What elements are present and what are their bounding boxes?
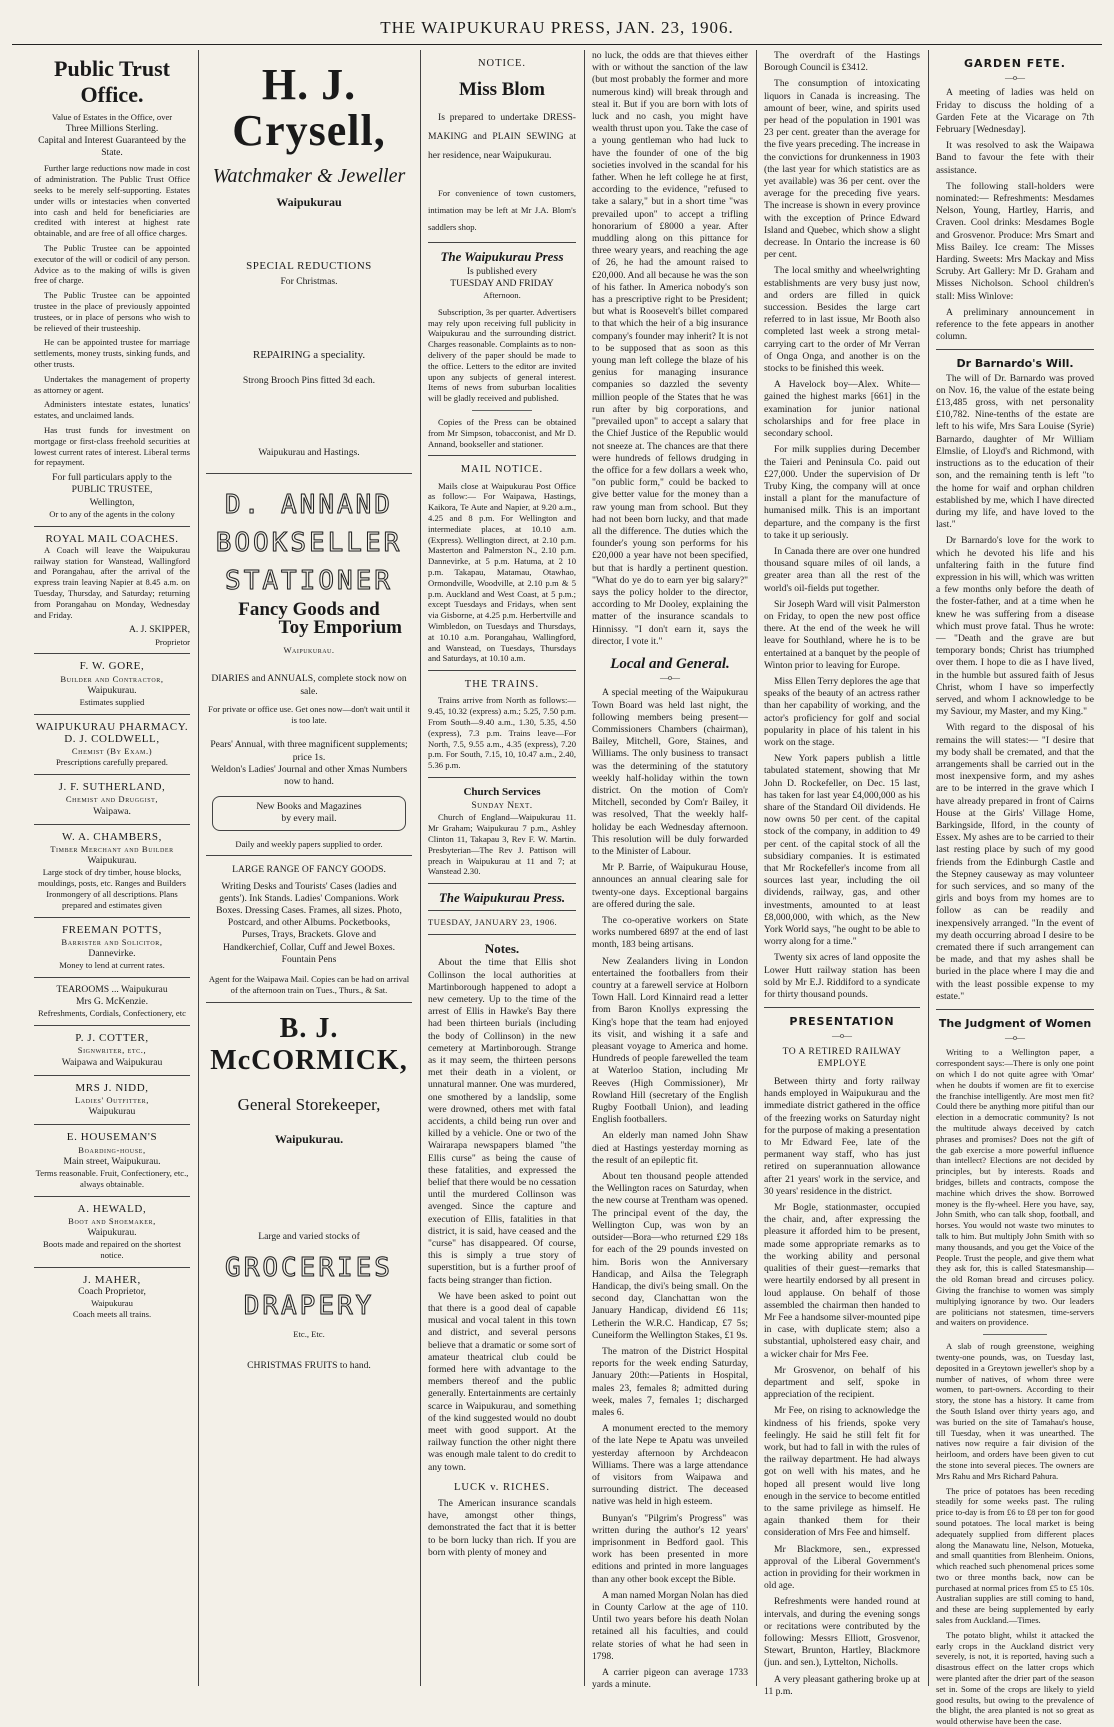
- ad-trade: Builder and Contractor,: [60, 673, 164, 684]
- divider: [936, 1009, 1094, 1010]
- ornament: —o—: [660, 673, 680, 683]
- presentation-paragraph: Refreshments were handed round at intervals, and during the evening songs or recitations were contributed by the following: Messrs Elliott, Grosvenor, Stewart, Brunton, Hartley, Blackmore (jun. and sen.), Lyttelton, Nicholls.: [764, 1596, 920, 1669]
- mccormick-town: Waipukurau.: [274, 1131, 344, 1146]
- annand-private: For private or office use. Get ones now—don't wait until it is too late.: [208, 703, 410, 725]
- ad-trade: Barrister and Solicitor,: [61, 936, 163, 947]
- annand-pears: Pears' Annual, with three magnificent supplements; price 1s.: [210, 739, 408, 763]
- church-sub: Sunday Next.: [471, 800, 533, 812]
- divider: [34, 977, 190, 978]
- ad-block: [34, 924, 190, 971]
- church-body: Church of England—Waipukurau 11. Mr Graham; Waipukurau 7 p.m., Ashley Clinton 11, Takapau 3, Rev F. W. Martin. Presbyterian—The Rev J. Pattison will preach in Waipukurau at 11 and 7; at Wanstead 2.30.: [428, 812, 576, 877]
- column-rule: [928, 50, 929, 1686]
- fete-paragraph: The following stall-holders were nominated:— Refreshments: Mesdames Nelson, Young, Hartley, Harris, and Craven. Cool drinks: Mesdames Bogle and Grosvenor. Produce: Mrs Smart and Miss Bailey. Ice cream: The Misses Harding. Sweets: Mrs Mackay and Miss Scruby. Art Gallery: Mr D. Graham and Misses Nicholson. School children's stall: Miss Winlove:: [936, 180, 1094, 302]
- press-days: TUESDAY AND FRIDAY: [450, 277, 554, 289]
- press-title-2: The Waipukurau Press.: [438, 890, 566, 906]
- column-2: [200, 50, 418, 1686]
- miss-blom-body: Is prepared to undertake DRESS-MAKING and PLAIN SEWING at her residence, near Waipukurau.: [428, 112, 576, 162]
- divider: [34, 1124, 190, 1125]
- ad-town: Waipukurau.: [87, 684, 137, 696]
- ad-name: A. HEWALD,: [77, 1202, 147, 1215]
- presentation-sub: TO A RETIRED RAILWAY EMPLOYE: [782, 1045, 902, 1069]
- press-terms: Subscription, 3s per quarter. Advertisers may rely upon receiving full publicity in Waipukurau and the surrounding district. Charges reasonable. Complaints as to non-delivery of the paper should be made to the office. Letters to the editor are invited upon any subjects of general interest. Items of news from suburban localities will be gladly received and published.: [428, 306, 576, 404]
- trains-body: Trains arrive from North as follows:— 9.45, 10.32 (express) a.m.; 5.25, 7.50 p.m. From South—9.40 a.m., 1.30, 5.35, 4.50 (express), 7.3 p.m. Trains leave—For North, 7.5, 9.55 a.m., 4.35 (express), 7.20 p.m. For South, 7.15, 10, 10.47 a.m., 2.40, 5.36 p.m.: [428, 695, 576, 771]
- divider: [206, 1002, 412, 1003]
- local-paragraph: The local smithy and wheelwrighting establishments are very busy just now, and orders are filled in quick succession. Besides the large cart referred to in last issue, Mr Booth also completed last week a strong metal-carrying cart to the order of Mr Verran of Onga Onga, and another is on the stocks to be finished this week.: [764, 265, 920, 375]
- mccormick-stocks: Large and varied stocks of: [258, 1231, 360, 1243]
- mail-body: Mails close at Waipukurau Post Office as follow:— For Waipawa, Hastings, Kaikora, Te Aute and Napier, at 9.20 a.m., 4.25 and 8 p.m. For Wellington and intermediate places, at 10.10 a.m. (Express). Wellington direct, at 2.10 p.m. Masterton and Palmerston N., 2.10 p.m. Dannevirke, at 5 p.m. Hatuma, at 2 10 p.m. Takapau, Matamau, Otawhao, Ormondville, Woodville, at 2.10 p.m & 5 p.m. Auckland and West Coast, at 5 p.m.; except Tuesdays and Fridays, when sent via Gisborne, at 4.25 p.m. Herbertville and Wimbledon, on Tuesdays and Thursdays, at 10.10 a.m. Porangahau, Wallingford, and Wanstead, on Tuesdays, Thursdays and Saturdays, at 10.10 a.m.: [428, 480, 576, 664]
- notice-heading: NOTICE.: [477, 58, 527, 69]
- divider: [428, 670, 576, 671]
- ornament: —o—: [832, 1031, 852, 1041]
- annand-box: [212, 796, 406, 830]
- judgment-paragraph: The price of potatoes has been receding steadily for some weeks past. The ruling price to-day is from £6 to £8 per ton for good sound potatoes. The local market is being adequately supplied from different places along the Manawatu line, Nelson, Motueka, and small quantities from Blenheim. Onions, which reached such phenomenal prices some two or three months back, now can be purchased at normal prices from £5 to £5 10s. Australian supplies are still coming to hand, and these are being supplemented by early sales from Auckland.—Times.: [936, 1485, 1094, 1626]
- ad-block: [34, 781, 190, 818]
- press-pub: Is published every: [466, 265, 538, 277]
- column-rule: [756, 50, 757, 1686]
- local-paragraph: Twenty six acres of land opposite the Lower Hutt railway station has been sold by Mr E.J. Riddiford to a syndicate for thirty thousand pounds.: [764, 952, 920, 1001]
- divider: [936, 349, 1094, 350]
- ad-trade: Boot and Shoemaker,: [68, 1215, 156, 1226]
- ad-block: [34, 660, 190, 707]
- annand-fancy: Fancy Goods and: [238, 599, 380, 621]
- ad-trade: D. J. COLDWELL,: [64, 732, 160, 745]
- divider: [34, 714, 190, 715]
- mccormick-trade: General Storekeeper,: [237, 1094, 381, 1114]
- public-trust-body: Further large reductions now made in cost of administration. The Public Trust Office seeks to be merely self-supporting. Estates under wills or intestacies when converted into cash and held for beneficiaries are credited with interest at highest rate obtainable, and are free of all office charges.: [34, 163, 190, 239]
- column-6: [930, 50, 1100, 1727]
- ad-name: E. HOUSEMAN'S: [66, 1131, 158, 1144]
- presentation-paragraph: A very pleasant gathering broke up at 11 p.m.: [764, 1673, 920, 1697]
- fete-paragraph: A meeting of ladies was held on Friday to discuss the holding of a Garden Fete at the Vicarage on 7th February [Wednesday].: [936, 87, 1094, 136]
- ad-block: [34, 984, 190, 1019]
- fete-paragraph: It was resolved to ask the Waipawa Band to favour the fete with their assistance.: [936, 140, 1094, 176]
- ad-trade: Boarding-house,: [78, 1144, 146, 1155]
- ad-name: F. W. GORE,: [79, 660, 145, 673]
- ad-town: Waipawa.: [93, 805, 131, 817]
- presentation-paragraph: Mr Bogle, stationmaster, occupied the chair, and, after expressing the pleasure it afforded him to be present, made some appropriate remarks as to the working ability and personal qualities of their guest—remarks that were heartily endorsed by all present in loud applause. On behalf of those assembled the chairman then handed to Mr Fee a handsome silver-mounted pipe in case, with duplicate stem; also a substantial, upholstered easy chair, and a wicker chair for Mrs Fee.: [764, 1202, 920, 1360]
- ad-town: Waipukurau.: [87, 855, 137, 867]
- public-trust-item: He can be appointed trustee for marriage settlements, money trusts, sinking funds, and other trusts.: [34, 337, 190, 369]
- crysell-repair: REPAIRING a speciality.: [252, 348, 366, 361]
- divider: [34, 1025, 190, 1026]
- ad-block: [34, 1082, 190, 1119]
- local-paragraph: The overdraft of the Hastings Borough Council is £3412.: [764, 50, 920, 74]
- miss-blom-conv: For convenience of town customers, intimation may be left at Mr J.A. Blom's saddlers shop.: [428, 188, 576, 233]
- notes-heading: Notes.: [484, 941, 520, 957]
- barnardo-paragraph: With regard to the disposal of his remains the will states:— "I desire that my body shall be cremated, and that the arrangements shall be carried out in the most inexpensive form, and my ashes are to be interred in the grave which I have already prepared in front of Cairns House at the Girls' Village Home, Barkingside, Ilford, in the county of Essex. My ashes are to be carried to their last resting place by such of my good friends from the Edinburgh Castle and the Stepney causeway as may volunteer for such services, and so many of the girls and boys from my homes are to follow as can be readily and inexpensively arranged. "In the event of my death occurring abroad I desire to be cremated there if such arrangement can be made, and that my ashes shall be buried in the place where I may die and with the least possible expense to my estate.": [936, 722, 1094, 1002]
- public-trust-footer: For full particulars apply to the: [52, 472, 172, 484]
- public-trust-item: Has trust funds for investment on mortgage or first-class freehold securities at lowest current rates of interest. Liberal terms for repayment.: [34, 424, 190, 468]
- ad-town: Chemist (By Exam.): [71, 746, 153, 757]
- divider: [428, 455, 576, 456]
- ad-name: W. A. CHAMBERS,: [62, 830, 162, 843]
- ad-block: [34, 1203, 190, 1261]
- ad-town: Waipukurau: [91, 1298, 133, 1309]
- ad-block: [34, 1131, 190, 1189]
- column-rule: [584, 50, 585, 1686]
- local-paragraph: A man named Morgan Nolan has died in County Carlow at the age of 110. Until two years before his death Nolan retained all his faculties, and could relate stories of what he had seen in 1798.: [592, 1589, 748, 1662]
- barnardo-paragraph: The will of Dr. Barnardo was proved on Nov. 16, the value of the estate being £13,485 gross, with net personality £10,782. Nine-tenths of the estate are left to his wife, Mrs Sara Louise (Syrie) Barnardo, daughter of Mr William Elmslie, of Lloyd's and Richmond, with instructions as to the education of their son, and the remaining tenth is left "to the home for waif and orphan children established by me, which I have directed during my life, and have loved to the last.": [936, 372, 1094, 531]
- ad-block: [34, 831, 190, 911]
- divider: [764, 1007, 920, 1008]
- mccormick-etc: Etc., Etc.: [293, 1329, 325, 1340]
- divider: [428, 883, 576, 884]
- ad-note: Refreshments, Cordials, Confectionery, etc: [38, 1008, 186, 1019]
- divider: [206, 473, 412, 474]
- local-paragraph: A special meeting of the Waipukurau Town Board was held last night, the following members being present—Commissioners Chambers (chairman), Bailey, Mitchell, Gore, Staines, and Williams. The only business to transact was the determining of the statutory weekly half-holiday within the town district. On the motion of Com'r Mitchell, seconded by Com'r Bailey, it was resolved, That the weekly half-holiday be each Wednesday afternoon. This resolution will be duly forwarded to the Minister of Labour.: [592, 687, 748, 857]
- public-trust-item: Administers intestate estates, lunatics' estates, and unclaimed lands.: [34, 399, 190, 421]
- divider: [34, 1075, 190, 1076]
- ad-note: Coach meets all trains.: [72, 1308, 152, 1319]
- column-4: [586, 50, 754, 1691]
- mail-heading: MAIL NOTICE.: [460, 464, 544, 476]
- barnardo-heading: Dr Barnardo's Will.: [956, 357, 1074, 371]
- annand-stationer: STATIONER: [225, 566, 393, 597]
- ad-trade: Timber Merchant and Builder: [50, 843, 174, 854]
- press-copies: Copies of the Press can be obtained from Mr Simpson, tobacconist, and Mr D. Annand, bookseller and stationer.: [428, 416, 576, 449]
- local-paragraph: New York papers publish a little tabulated statement, showing that Mr John D. Rockefeller, on Dec. 15 last, has taken for last year £4,000,000 as his share of the Standard Oil dividends. He now owns 50 per cent. of the capital stock of the company, in addition to 49 per cent. of the capital stock of all the subsidiary companies. It is estimated that Mr Rockefeller's income from all sources last year, including the oil dividends, railway, gas, and other investments, amounted to at least £8,000,000, with which, as the New York World says, "he ought to be able to worry along for a time.": [764, 753, 920, 948]
- ad-block: [34, 721, 190, 768]
- ad-note: Estimates supplied: [79, 696, 145, 707]
- church-heading: Church Services: [463, 785, 541, 798]
- public-trust-title: Public Trust Office.: [54, 56, 170, 107]
- ad-town: Waipawa and Waipukurau: [61, 1056, 163, 1068]
- mccormick-name: B. J. McCORMICK,: [210, 1012, 408, 1076]
- local-general-heading: Local and General.: [610, 655, 730, 672]
- public-trust-footer: PUBLIC TRUSTEE,: [71, 484, 153, 496]
- local-paragraph: The co-operative workers on State works numbered 6897 at the end of last month, 183 being artisans.: [592, 915, 748, 951]
- presentation-paragraph: Mr Fee, on rising to acknowledge the kindness of his friends, spoke very feelingly. He said he still felt fit for work, but had to fall in with the rules of the railway department. He had always got on well with his mates, and he hoped all present would live long enough in the service to become entitled to the same privilege as himself. He again thanked them for their consideration of Mrs Fee and himself.: [764, 1405, 920, 1539]
- ad-block: [34, 1032, 190, 1069]
- divider: [34, 1196, 190, 1197]
- annand-toy: Toy Emporium: [278, 617, 402, 639]
- local-paragraph: An elderly man named John Shaw died at Hastings yesterday morning as the result of an epileptic fit.: [592, 1130, 748, 1166]
- garden-fete-heading: GARDEN FETE.: [964, 57, 1066, 70]
- public-trust-item: The Public Trustee can be appointed executor of the will or codicil of any person. Advice as to the making of wills is given free of charge.: [34, 242, 190, 286]
- ad-trade: Signwriter, etc.,: [77, 1045, 147, 1056]
- annand-box-line: by every mail.: [281, 813, 337, 825]
- ad-name: WAIPUKURAU PHARMACY.: [35, 720, 189, 733]
- crysell-town: Waipukurau: [276, 195, 342, 209]
- ad-town: Main street, Waipukurau.: [63, 1155, 161, 1167]
- royal-mail-title: ROYAL MAIL COACHES.: [45, 532, 179, 545]
- divider: [983, 1334, 1046, 1335]
- divider: [428, 910, 576, 911]
- public-trust-item: Undertakes the management of property as attorney or agent.: [34, 373, 190, 395]
- mccormick-groceries: GROCERIES: [225, 1253, 393, 1284]
- divider: [428, 777, 576, 778]
- press-aft: Afternoon.: [483, 290, 521, 301]
- local-paragraph: Mr P. Barrie, of Waipukurau House, announces an annual clearing sale for twenty-one days. Exceptional bargains are offered during the sale.: [592, 862, 748, 910]
- divider: [34, 824, 190, 825]
- divider: [34, 653, 190, 654]
- column-rule: [198, 50, 199, 1686]
- divider: [206, 855, 412, 856]
- public-trust-lead: Value of Estates in the Office, over: [51, 112, 173, 122]
- presentation-paragraph: Mr Blackmore, sen., expressed approval of the Liberal Government's action in providing for their workmen in old age.: [764, 1543, 920, 1592]
- miss-blom-heading: Miss Blom: [458, 79, 546, 101]
- column-rule: [420, 50, 421, 1686]
- divider: [428, 934, 576, 935]
- annand-bookseller: BOOKSELLER: [215, 528, 403, 559]
- public-trust-footer: Or to any of the agents in the colony: [49, 508, 175, 519]
- ad-note: Prescriptions carefully prepared.: [56, 757, 168, 768]
- crysell-name: H. J. Crysell,: [232, 60, 386, 155]
- trains-heading: THE TRAINS.: [464, 679, 540, 691]
- annand-list: Writing Desks and Tourists' Cases (ladies and gents'). Ink Stands. Ladies' Companions. Work Boxes. Dressing Cases. Frames, all sizes. Photo, Postcard, and other Albums. Pocketbooks, Purses, Trays, Brackets. Glove and Handkerchief, Collar, Cuff and Jewel Boxes. Fountain Pens: [216, 880, 402, 965]
- judgment-paragraph: A slab of rough greenstone, weighing twenty-one pounds, was, on Tuesday last, deposited in a Greytown jeweller's shop by a number of natives, of whom three were women, to part-owners. According to their story, the stone has a history. It came from the South Island over thirty years ago, and was buried on the site of Tamahau's house, till Tuesday, when it was unearthed. The natives now require a fair division of the heirloom, and orders have been given to cut the stone into several pieces. The owners are Mrs Rahu and Mrs Richard Pahura.: [936, 1341, 1094, 1481]
- local-paragraph: A carrier pigeon can average 1733 yards a minute.: [592, 1667, 748, 1691]
- crysell-for: For Christmas.: [280, 276, 338, 288]
- annand-box-line: New Books and Magazines: [256, 801, 362, 813]
- masthead-rule: [12, 44, 1102, 45]
- crysell-brooch: Strong Brooch Pins fitted 3d each.: [242, 374, 376, 386]
- press-date: TUESDAY, JANUARY 23, 1906.: [428, 917, 558, 928]
- luck-paragraph: The American insurance scandals have, amongst other things, demonstrated the fact that it is better to be born lucky than rich. If you are born with plenty of money and: [428, 1498, 576, 1558]
- barnardo-paragraph: Dr Barnardo's love for the work to which he devoted his life and his unfaltering faith in the future find expression in his will, which was written a few months only before the death of the foster-father, and at a time when he knew he was suffering from a disease which must prove fatal. Thus he wrote:— "Death and the grave are but temporary bonds; Christ has triumphed over them. I hope to die as I have lived, in the humble but assured faith of Jesus Christ, whom I have so imperfectly served, and whom I acknowledge to be my Saviour, my Master, and my King.": [936, 535, 1094, 718]
- annand-agent: Agent for the Waipawa Mail. Copies can be had on arrival of the afternoon train on Tues., Thurs., & Sat.: [208, 974, 410, 995]
- judgment-heading: The Judgment of Women: [938, 1017, 1092, 1031]
- annand-weldon: Weldon's Ladies' Journal and other Xmas Numbers now to hand.: [210, 763, 408, 788]
- ornament: —o—: [1005, 1033, 1025, 1043]
- annand-name: D. ANNAND: [225, 490, 393, 521]
- ad-block: [34, 1274, 190, 1320]
- local-paragraph: The consumption of intoxicating liquors in Canada is increasing. The amount of beer, wine, and spirits used per head of the population in 1901 was 23 per cent. greater than the average for the five years preceding. The increase in the convictions for drunkenness in 1903 (the last year for which statistics are as yet available) was 36 per cent. over the average for the preceding five years. The increase is shown in every province with the exception of Prince Edward Island and Quebec, which show a slight decrease. In Ontario the increase is 60 per cent.: [764, 78, 920, 261]
- press-title: The Waipukurau Press: [440, 249, 564, 265]
- presentation-paragraph: Mr Grosvenor, on behalf of his department and self, spoke in appreciation of the recipient.: [764, 1364, 920, 1401]
- ad-name: P. J. COTTER,: [75, 1032, 149, 1045]
- local-paragraph: Bunyan's "Pilgrim's Progress" was written during the author's 12 years' imprisonment in Bedford gaol. This work has been presented in more editions and printed in more languages than any other book except the Bible.: [592, 1512, 748, 1585]
- masthead: THE WAIPUKURAU PRESS, JAN. 23, 1906.: [380, 18, 734, 37]
- mccormick-drapery: DRAPERY: [243, 1291, 375, 1322]
- local-paragraph: About ten thousand people attended the Wellington races on Saturday, when the new course at Trentham was opened. The principal event of the day, the Wellington Cup, was won by an outsider—Bora—who returned £29 18s for each of the 29 pounds invested on him. Boris won the Anniversary Handicap, and Ailsa the Telegraph Handicap, the divi's being small. On the second day, Clanchattan won the January Handicap, dividend £6 11s; Letherin the W.R.C. Handicap, £7 5s; Cuneiform the Wellington Stakes, £1 9s.: [592, 1171, 748, 1341]
- ad-town: Mrs G. McKenzie.: [76, 996, 148, 1008]
- presentation-paragraph: Between thirty and forty railway hands employed in Waipukurau and the immediate district gathered in the office of the freezing works on Saturday night for the purpose of making a presentation to Mr Edward Fee, late of the permanent way staff, who has just retired on superannuation allowance after 21 years' work in the service, and 30 years' residence in the district.: [764, 1076, 920, 1197]
- local-paragraph: New Zealanders living in London entertained the footballers from their country at a farewell service at Holborn Town Hall. Lord Kinnaird read a letter from Baron Knollys expressing the King's hope that the team had enjoyed its visit, and wishing it a safe and pleasant voyage to America and home. Hundreds of people farewelled the team at Waterloo Station, including Mr Reeves (High Commissioner), Mr Rowland Hill (secretary of the English Rugby Football Union), and leading English footballers.: [592, 955, 748, 1126]
- ad-town: Waipukurau.: [87, 1226, 137, 1238]
- divider: [428, 242, 576, 243]
- ad-name: J. MAHER,: [83, 1273, 141, 1286]
- ornament: —o—: [1005, 73, 1025, 83]
- luck-continued: no luck, the odds are that thieves either with or without the sanction of the law (but most probably the former and more numerous kind) will break through and steal it. But if you are born with lots of luck and no cash, you might have wealth thrust upon you. Take the case of a young gentleman who had luck to have the founder of one of the big societies involved in the scandal for his father. When he left college he at first, according to the evidence, "refused to take a salary," but in a short time "was prevailed upon" to accept a trifling honorarium of £8000 a year. After muddling along on this pittance for three weary years, and reaching the age of 26, he had the amount raised to £20,000. And all because he was the son of his father. In America nobody's son has a prescriptive right to be President; but what is Roosevelt's billet compared to that which the heir of a big insurance company's founder may inherit? It is not to be supposed that as soon as this young man left college the blaze of his genius for managing insurance companies so dazzled the seventy million people of the States that he was run after by big corporations, and "prevailed upon" to accept a salary that the Chief Justice of the Republic would not sneeze at. The chances are that there were hundreds of fellows drudging in the office for a few dollars a week who, "on public form," could be backed to give better value for the money than a raw young man from school. But they had not been born lucky, and that made all the difference. The duties which the founder's young son performs for his £20,000 a year have not been specified, but that is hardly a pertinent question. "What do ye do to earn yer big salary?" says the policy holder to the director, according to Mr Dooley, explaining the matter of the insurance scandals to Hinnissy. "I don't earn it, says the director, I vote it.": [592, 50, 748, 647]
- crysell-special: SPECIAL REDUCTIONS: [246, 260, 372, 273]
- ad-trade: Ladies' Outfitter,: [74, 1094, 150, 1105]
- local-paragraph: A Havelock boy—Alex. White—gained the highest marks [661] in the examination for junior national scholarships and for free place in secondary school.: [764, 379, 920, 440]
- public-trust-lead: Three Millions Sterling.: [65, 122, 159, 134]
- ad-name: J. F. SUTHERLAND,: [58, 781, 166, 794]
- luck-heading: LUCK v. RICHES.: [454, 1481, 550, 1493]
- ad-trade: Chemist and Druggist,: [65, 794, 159, 805]
- royal-mail-role: Proprietor: [155, 636, 190, 647]
- royal-mail-body: A Coach will leave the Waipukurau railway station for Wanstead, Wallingford and Porangahau, after the arrival of the express train leaving Napier at 8.45 a.m. on Tuesday, Thursday, and Saturday; returning from Porangahau on Monday, Wednesday and Friday.: [34, 544, 190, 620]
- fete-paragraph: A preliminary announcement in reference to the fete appears in another column.: [936, 306, 1094, 343]
- divider: [34, 774, 190, 775]
- annand-town: Waipukurau.: [283, 644, 335, 655]
- ad-note: Money to lend at current rates.: [59, 960, 165, 971]
- ad-note: Boots made and repaired on the shortest notice.: [43, 1239, 181, 1260]
- ad-name: TEAROOMS ... Waipukurau: [56, 983, 168, 995]
- royal-mail-sign: A. J. SKIPPER,: [128, 624, 190, 636]
- public-trust-lead: Capital and Interest Guaranteed by the State.: [38, 135, 186, 159]
- local-paragraph: In Canada there are over one hundred thousand square miles of oil lands, a greater area than all the rest of the world's oil-fields put together.: [764, 545, 920, 594]
- crysell-trade: Watchmaker & Jeweller: [212, 165, 406, 187]
- notes-paragraph: About the time that Ellis shot Collinson the local authorities at Martinborough happened to adopt a new cemetery. Up to the time of the arrest of Ellis in Hawke's Bay there had been thirteen burials (including the body of Collinson) in the new cemetery at Martinborough. Strange as it may seem, the thirteen persons met their death in a violent, or unnatural manner. One was murdered, one smothered by a landslip, some were drowned, others met with fatal accidents, a child being run over and killed by a vehicle. One or two of the Wairarapa newspapers blamed "the Ellis curse" as being the cause of these fatalities, and expressed the belief that there would be no cessation until the murdered Collinson was avenged. Since the capture and execution of Ellis, fatalities in that district, it is said, have ceased and the "curse" has disappeared. Of course, this is simply a true story of superstition, but is a further proof of facts being stranger than fiction.: [428, 957, 576, 1286]
- local-paragraph: The matron of the District Hospital reports for the week ending Saturday, January 20th:—Patients in Hospital, males 23, females 8; admitted during week, males 7, females 1; discharged males 6.: [592, 1345, 748, 1418]
- ad-name: FREEMAN POTTS,: [61, 923, 163, 936]
- local-paragraph: Miss Ellen Terry deplores the age that speaks of the beauty of an actress rather than her capability of working, and the actor's proficiency for golf and social popularity in place of his talent in his work on the stage.: [764, 675, 920, 748]
- annand-daily: Daily and weekly papers supplied to order.: [235, 838, 383, 849]
- public-trust-item: The Public Trustee can be appointed trustee in the place of previously appointed trustees, or in place of persons who wish to be relieved of their trusteeship.: [34, 290, 190, 333]
- ad-town: Dannevirke.: [88, 947, 136, 959]
- local-paragraph: For milk supplies during December the Taieri and Peninsula Co. paid out £27,000. Under the supervision of Dr Truby King, the company will at once install a plant for the manufacture of humanised milk. This is an important departure, and the company is the first to take it up seriously.: [764, 444, 920, 541]
- divider: [472, 410, 531, 411]
- mccormick-fruits: CHRISTMAS FRUITS to hand.: [247, 1360, 371, 1372]
- annand-diaries: DIARIES and ANNUALS, complete stock now on sale.: [211, 673, 407, 697]
- divider: [34, 1267, 190, 1268]
- column-5: [758, 50, 926, 1697]
- judgment-paragraph: Writing to a Wellington paper, a correspondent says:—There is only one point on which I do not quite agree with 'Omar' when he doubts if women are fit to exercise the franchise intelligently. Are most men fit? Could there be anything more pitiful than our election in a democratic community? Is not the multitude always deceived by catch phrases and promises? Does not the gift of the gab exercise a more powerful influence than intellect? Elections are not decided by principles, but by interests. Roads and bridges, billets and contracts, compose the machine which drives the show. Borrowed money is the fly-wheel. Here you have, say, John Smith, who can talk shop, football, and horses. You would not waste two minutes to talk to him. But multiply John Smith with so many thousands, and you get the Voice of the People. Trust the people, and give them what they ask for, this is called Statesmanship—the old Roman bread and circuses policy. Giving the franchise to women was simply multiplying ignorance by two. Our leaders are politicians not statesmen, time-servers and waiters on providence.: [936, 1047, 1094, 1328]
- ad-town: Waipukurau: [88, 1106, 136, 1118]
- notes-paragraph: We have been asked to point out that there is a good deal of capable musical and vocal talent in this town and district, and several persons believe that a dramatic or some sort of amateur theatrical club could be formed here with advantage to the members thereof and the public generally. Entertainments are certainly scarce in Waipukurau, and something of the kind suggested would no doubt meet with good support. At the railway function the other night there was enough male talent to do credit to any town.: [428, 1290, 577, 1473]
- ad-note: Large stock of dry timber, house blocks, mouldings, posts, etc. Ranges and Builders Ironmongery of all descriptions. Plans prepared and estimates given: [38, 867, 186, 910]
- presentation-heading: PRESENTATION: [789, 1015, 895, 1029]
- judgment-paragraph: The potato blight, whilst it attacked the early crops in the Auckland district very severely, is not, it is reported, having such a disastrous effect on the latter crops which were planted after the drier part of the season set in. Some of the crops are likely to yield good results, but owing to the prevalence of the blight, the area planted is not so great as would otherwise have been the case.: [936, 1629, 1094, 1727]
- local-paragraph: A monument erected to the memory of the late Nepe te Apatu was unveiled yesterday afternoon by Archdeacon Williams. There was a large attendance of visitors from Waipawa and surrounding district. The deceased native was held in high esteem.: [592, 1423, 748, 1508]
- column-1: [28, 50, 196, 1686]
- ad-name: MRS J. NIDD,: [75, 1081, 149, 1094]
- local-paragraph: Sir Joseph Ward will visit Palmerston on Friday, to open the new post office there. At the end of the week he will leave for Southland, where he is to be entertained at a banquet by the people of Winton prior to leaving for Europe.: [764, 598, 920, 671]
- annand-range: LARGE RANGE OF FANCY GOODS.: [232, 864, 386, 876]
- ad-note: Terms reasonable. Fruit, Confectionery, etc., always obtainable.: [35, 1167, 189, 1189]
- public-trust-footer: Wellington,: [89, 496, 135, 508]
- crysell-towns: Waipukurau and Hastings.: [258, 447, 360, 459]
- divider: [34, 917, 190, 918]
- column-3: [422, 50, 582, 1686]
- ad-trade: Coach Proprietor,: [78, 1285, 146, 1297]
- divider: [34, 526, 190, 527]
